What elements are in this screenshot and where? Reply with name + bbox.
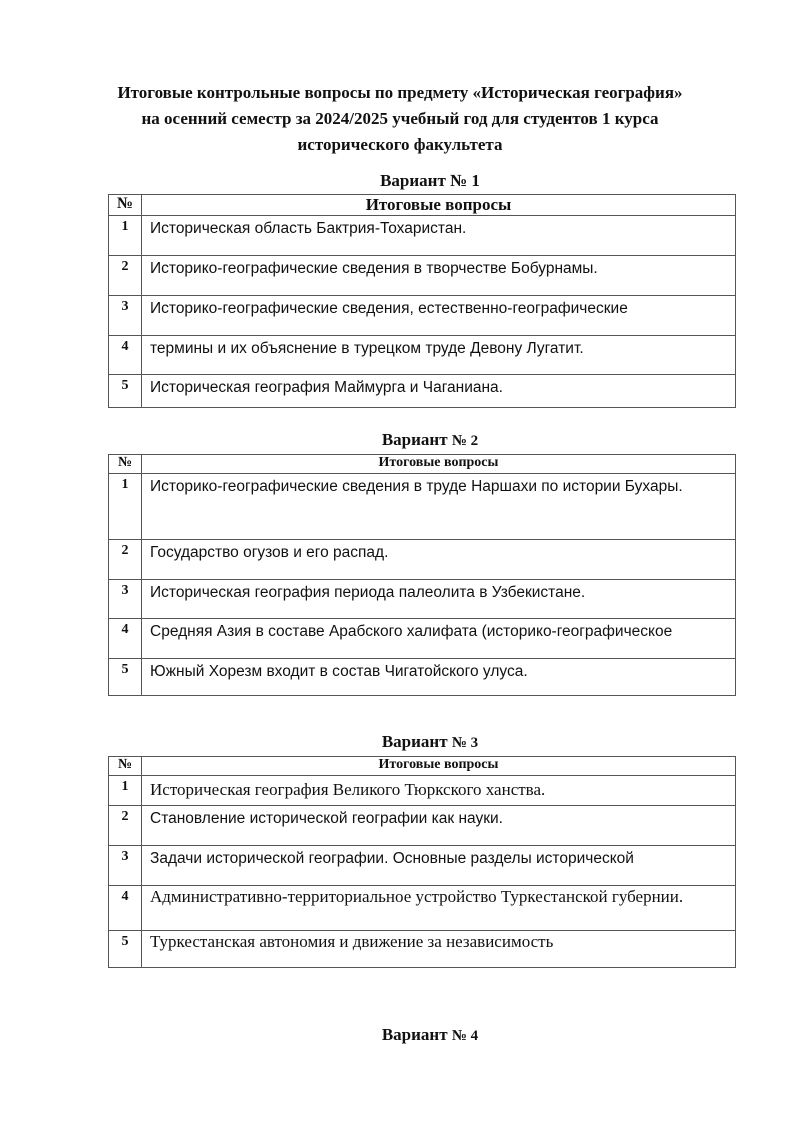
row-number: 3 — [109, 296, 142, 336]
row-number: 4 — [109, 619, 142, 659]
variant-3-table — [108, 756, 736, 968]
table-header-row — [109, 455, 736, 474]
table-row — [109, 806, 736, 846]
row-question: Государство огузов и его распад. — [142, 540, 736, 580]
table-row — [109, 846, 736, 886]
table-row — [109, 580, 736, 619]
row-question: Становление исторической географии как науки. — [142, 806, 736, 846]
variant-1-table — [108, 194, 736, 408]
row-number: 2 — [109, 540, 142, 580]
table-row — [109, 886, 736, 931]
row-number: 5 — [109, 931, 142, 968]
document-title — [60, 80, 740, 158]
row-question: Южный Хорезм входит в состав Чигатойского улуса. — [142, 659, 736, 696]
column-questions-header: Итоговые вопросы — [142, 757, 736, 776]
table-row — [109, 659, 736, 696]
variant-2-table — [108, 454, 736, 696]
title-line-3: исторического факультета — [297, 135, 503, 154]
variant-2-heading-word: Вариант — [381, 430, 448, 449]
variant-2-heading — [0, 430, 800, 450]
row-number: 1 — [109, 474, 142, 540]
row-question: Историко-географические сведения в творчестве Бобурнамы. — [142, 256, 736, 296]
table-row — [109, 619, 736, 659]
row-number: 3 — [109, 580, 142, 619]
table-row — [109, 256, 736, 296]
table-header-row — [109, 195, 736, 216]
column-number-header: № — [109, 757, 142, 776]
variant-3-heading — [0, 732, 800, 752]
row-number: 5 — [109, 375, 142, 408]
row-question: Историческая география Маймурга и Чаганиана. — [142, 375, 736, 408]
table-row — [109, 336, 736, 375]
variant-3-heading-word: Вариант — [381, 732, 448, 751]
row-question: Средняя Азия в составе Арабского халифата (историко-географическое — [142, 619, 736, 659]
variant-1-heading — [0, 171, 800, 191]
column-number-header: № — [109, 455, 142, 474]
row-question: Историческая география периода палеолита в Узбекистане. — [142, 580, 736, 619]
table-row — [109, 474, 736, 540]
row-question: Туркестанская автономия и движение за независимость — [142, 931, 736, 968]
variant-3-heading-number: № 3 — [451, 735, 479, 751]
row-number: 4 — [109, 886, 142, 931]
table-row — [109, 296, 736, 336]
row-question: Историческая география Великого Тюркского ханства. — [142, 776, 736, 806]
row-question: Историко-географические сведения, естественно-географические — [142, 296, 736, 336]
table-row — [109, 931, 736, 968]
row-number: 4 — [109, 336, 142, 375]
variant-4-heading-word: Вариант — [381, 1025, 448, 1044]
row-number: 1 — [109, 216, 142, 256]
row-number: 3 — [109, 846, 142, 886]
column-questions-header: Итоговые вопросы — [142, 455, 736, 474]
table-row — [109, 216, 736, 256]
row-number: 1 — [109, 776, 142, 806]
title-line-2: на осенний семестр за 2024/2025 учебный год для студентов 1 курса — [141, 109, 659, 128]
table-row — [109, 375, 736, 408]
column-number-header: № — [109, 195, 142, 216]
variant-4-heading — [0, 1025, 800, 1045]
row-number: 5 — [109, 659, 142, 696]
row-number: 2 — [109, 256, 142, 296]
column-questions-header: Итоговые вопросы — [142, 195, 736, 216]
row-number: 2 — [109, 806, 142, 846]
table-row — [109, 776, 736, 806]
title-line-1: Итоговые контрольные вопросы по предмету «Историческая география» — [117, 83, 683, 102]
row-question: Административно-территориальное устройство Туркестанской губернии. — [142, 886, 736, 931]
row-question: Историко-географические сведения в труде Наршахи по истории Бухары. — [142, 474, 736, 540]
variant-4-heading-number: № 4 — [451, 1028, 479, 1044]
row-question: термины и их объяснение в турецком труде Девону Лугатит. — [142, 336, 736, 375]
row-question: Историческая область Бактрия-Тохаристан. — [142, 216, 736, 256]
row-question: Задачи исторической географии. Основные разделы исторической — [142, 846, 736, 886]
variant-1-heading-text: Вариант № 1 — [380, 171, 480, 190]
table-row — [109, 540, 736, 580]
table-header-row — [109, 757, 736, 776]
variant-2-heading-number: № 2 — [451, 433, 479, 449]
